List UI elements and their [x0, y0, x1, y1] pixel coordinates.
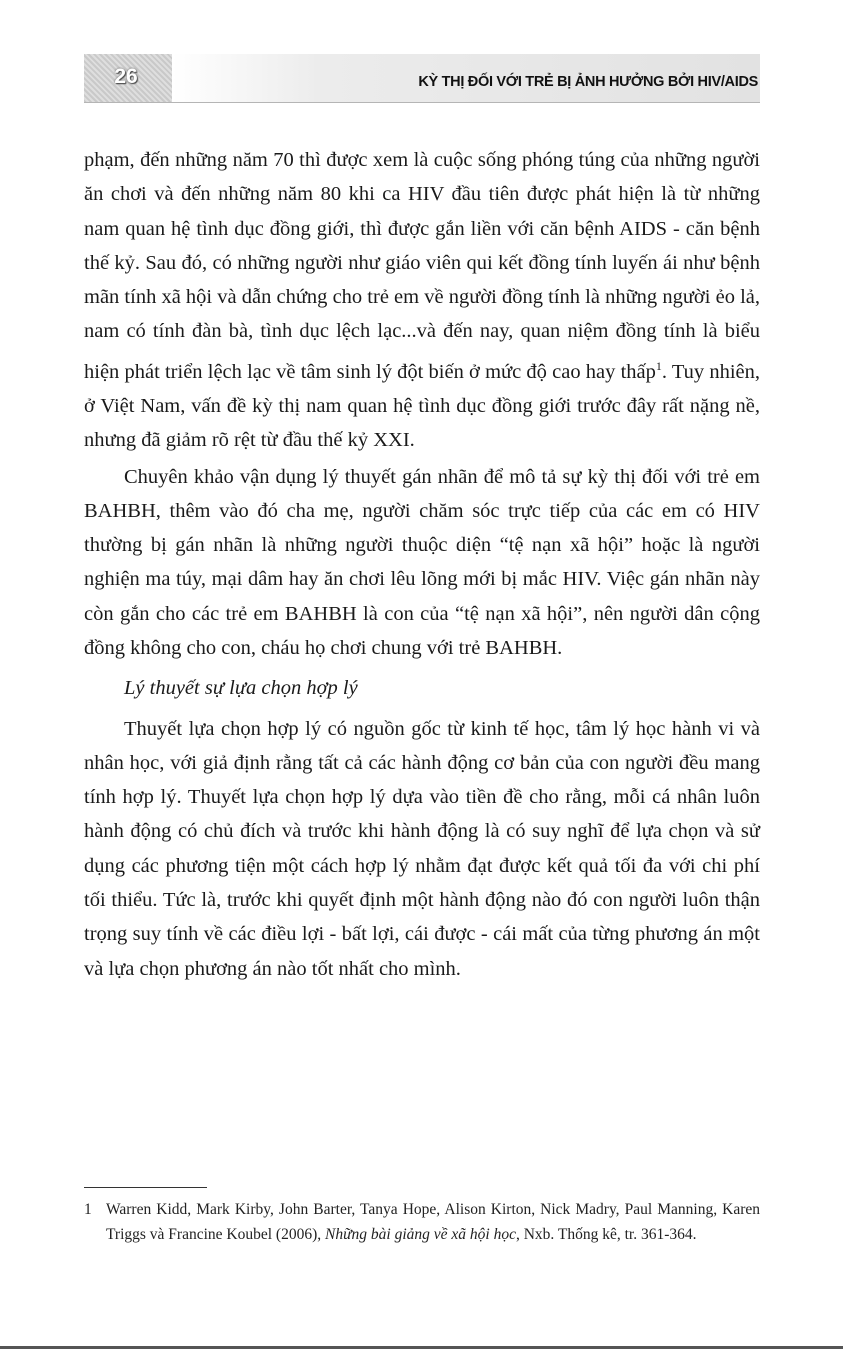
paragraph-1	[84, 143, 760, 458]
bottom-rule	[0, 1346, 843, 1349]
paragraph-1-tail: . Tuy nhiên, ở Việt Nam, vấn đề kỳ thị nam quan hệ tình dục đồng giới trước đây rất nặng nề, nhưng đã giảm rõ rệt từ đầu thế kỷ XXI.	[84, 360, 760, 452]
page-number: 26	[114, 65, 138, 88]
header-rule	[84, 102, 760, 103]
paragraph-2: Chuyên khảo vận dụng lý thuyết gán nhãn để mô tả sự kỳ thị đối với trẻ em BAHBH, thêm vào đó cha mẹ, người chăm sóc trực tiếp của các em có HIV thường bị gán nhãn là những người thuộc diện “tệ nạn xã hội” hoặc là người nghiện ma túy, mại dâm hay ăn chơi lêu lõng mới bị mắc HIV. Việc gán nhãn này còn gắn cho các trẻ em BAHBH là con của “tệ nạn xã hội”, nên người dân cộng đồng không cho con, cháu họ chơi chung với trẻ BAHBH.	[84, 465, 760, 659]
footnote-authors: Warren Kidd, Mark Kirby, John Barter, Tanya Hope, Alison Kirton, Nick Madry, Paul Manning, Karen Triggs và Francine Koubel (2006),	[106, 1201, 760, 1243]
page-number-box	[84, 54, 172, 102]
footnote-number: 1	[84, 1201, 92, 1218]
running-title: KỲ THỊ ĐỐI VỚI TRẺ BỊ ẢNH HƯỞNG BỞI HIV/AIDS	[418, 74, 758, 90]
paragraph-3: Thuyết lựa chọn hợp lý có nguồn gốc từ kinh tế học, tâm lý học hành vi và nhân học, với giả định rằng tất cả các hành động cơ bản của con người đều mang tính hợp lý. Thuyết lựa chọn hợp lý dựa vào tiền đề cho rằng, mỗi cá nhân luôn hành động có chủ đích và trước khi hành động là có suy nghĩ để lựa chọn và sử dụng các phương tiện một cách hợp lý nhằm đạt được kết quả tối đa với chi phí tối thiểu. Tức là, trước khi quyết định một hành động nào đó con người luôn thận trọng suy tính về các điều lợi - bất lợi, cái được - cái mất của từng phương án một và lựa chọn phương án nào tốt nhất cho mình.	[84, 717, 760, 980]
section-subheading: Lý thuyết sự lựa chọn hợp lý	[124, 677, 358, 700]
footnote-ref: 1	[655, 358, 662, 373]
header-band	[172, 54, 760, 102]
main-text	[84, 143, 760, 986]
running-header	[84, 54, 760, 104]
paragraph-1-text: phạm, đến những năm 70 thì được xem là cuộc sống phóng túng của những người ăn chơi và đến những năm 80 khi ca HIV đầu tiên được phát hiện là từ những nam quan hệ tình dục đồng giới, thì được gắn liền với căn bệnh AIDS - căn bệnh thế kỷ. Sau đó, có những người như giáo viên qui kết đồng tính luyến ái như bệnh mãn tính xã hội và dẫn chứng cho trẻ em về người đồng tính là những người ẻo lả, nam có tính đàn bà, tình dục lệch lạc...và đến nay, quan niệm đồng tính là biểu hiện phát triển lệch lạc về tâm sinh lý đột biến ở mức độ cao hay thấp	[84, 149, 760, 383]
footnote	[84, 1197, 760, 1247]
footnote-title: Những bài giảng về xã hội học	[324, 1226, 516, 1243]
footnote-tail: , Nxb. Thống kê, tr. 361-364.	[515, 1226, 697, 1243]
footnote-text	[106, 1197, 760, 1247]
footnote-rule	[84, 1187, 207, 1188]
